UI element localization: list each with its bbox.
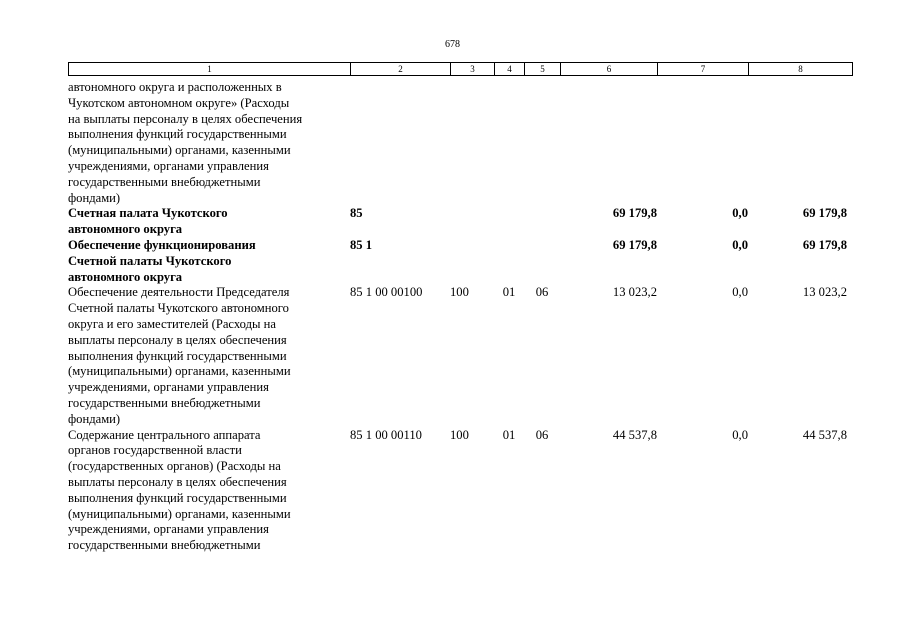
row-name-line: (муниципальными) органами, казенными [68,506,291,521]
row-name-line: органов государственной власти [68,443,242,458]
row-name-line: Чукотском автономном округе» (Расходы [68,95,290,110]
row-name [68,206,350,238]
row-subsection: 06 [535,285,549,300]
row-code: 85 1 00 00100 [350,285,423,300]
row-name-line: фондами) [68,190,121,205]
row-expense-type: 100 [450,285,469,300]
table-row [68,428,854,554]
row-name-line: автономного округа и расположенных в [68,80,282,94]
page-number: 678 [445,39,460,50]
column-header-table [68,62,853,76]
column-header-4: 4 [495,63,525,76]
row-amount: 69 179,8 [612,237,657,252]
table-row [68,206,854,238]
row-name-line: на выплаты персоналу в целях обеспечения [68,111,303,126]
row-name-line: Обеспечение деятельности Председателя [68,285,290,300]
row-name-line: учреждениями, органами управления [68,158,269,173]
row-change: 0,0 [732,427,748,442]
row-name [68,428,350,554]
row-name-line: Содержание центрального аппарата [68,427,261,442]
column-header-1: 1 [69,63,351,76]
table-body [68,80,854,554]
row-name-line: государственными внебюджетными [68,395,261,410]
row-name [68,238,350,285]
row-name-line: выполнения функций государственными [68,127,287,142]
row-name-line: Счетной палаты Чукотского автономного [68,301,289,316]
row-name-line: выполнения функций государственными [68,490,287,505]
row-change: 0,0 [732,206,748,221]
row-name-line: Счетной палаты Чукотского [68,253,232,268]
row-name-line: (муниципальными) органами, казенными [68,143,291,158]
column-header-8: 8 [749,63,853,76]
row-total: 44 537,8 [802,427,847,442]
table-row [68,80,854,206]
row-amount: 13 023,2 [612,285,657,300]
row-name-line: государственными внебюджетными [68,538,261,553]
row-change: 0,0 [732,285,748,300]
row-amount: 69 179,8 [612,206,657,221]
row-section: 01 [502,427,516,442]
column-header-row [69,63,853,76]
column-header-2: 2 [351,63,451,76]
row-name-line: (муниципальными) органами, казенными [68,364,291,379]
row-name-line: государственными внебюджетными [68,174,261,189]
row-name-line: автономного округа [68,222,183,237]
row-name-line: выплаты персоналу в целях обеспечения [68,332,287,347]
row-name-line: фондами) [68,411,121,426]
row-total: 69 179,8 [802,206,847,221]
column-header-6: 6 [561,63,658,76]
row-expense-type: 100 [450,427,469,442]
row-name-line: автономного округа [68,269,183,284]
row-name-line: (государственных органов) (Расходы на [68,459,281,474]
row-name [68,80,350,206]
table-row [68,238,854,285]
row-code: 85 1 [350,237,373,252]
row-name-line: выплаты персоналу в целях обеспечения [68,474,287,489]
column-header-3: 3 [451,63,495,76]
row-name-line: выполнения функций государственными [68,348,287,363]
row-total: 69 179,8 [802,237,847,252]
column-header-5: 5 [525,63,561,76]
row-change: 0,0 [732,237,748,252]
row-name-line: Обеспечение функционирования [68,237,256,252]
row-name-line: учреждениями, органами управления [68,380,269,395]
row-total: 13 023,2 [802,285,847,300]
row-code: 85 1 00 00110 [350,427,422,442]
table-row [68,285,854,427]
row-section: 01 [502,285,516,300]
row-amount: 44 537,8 [612,427,657,442]
row-subsection: 06 [535,427,549,442]
row-name-line: Счетная палата Чукотского [68,206,228,221]
row-name-line: учреждениями, органами управления [68,522,269,537]
row-name [68,285,350,427]
row-code: 85 [350,206,363,221]
row-name-line: округа и его заместителей (Расходы на [68,316,276,331]
column-header-7: 7 [658,63,749,76]
